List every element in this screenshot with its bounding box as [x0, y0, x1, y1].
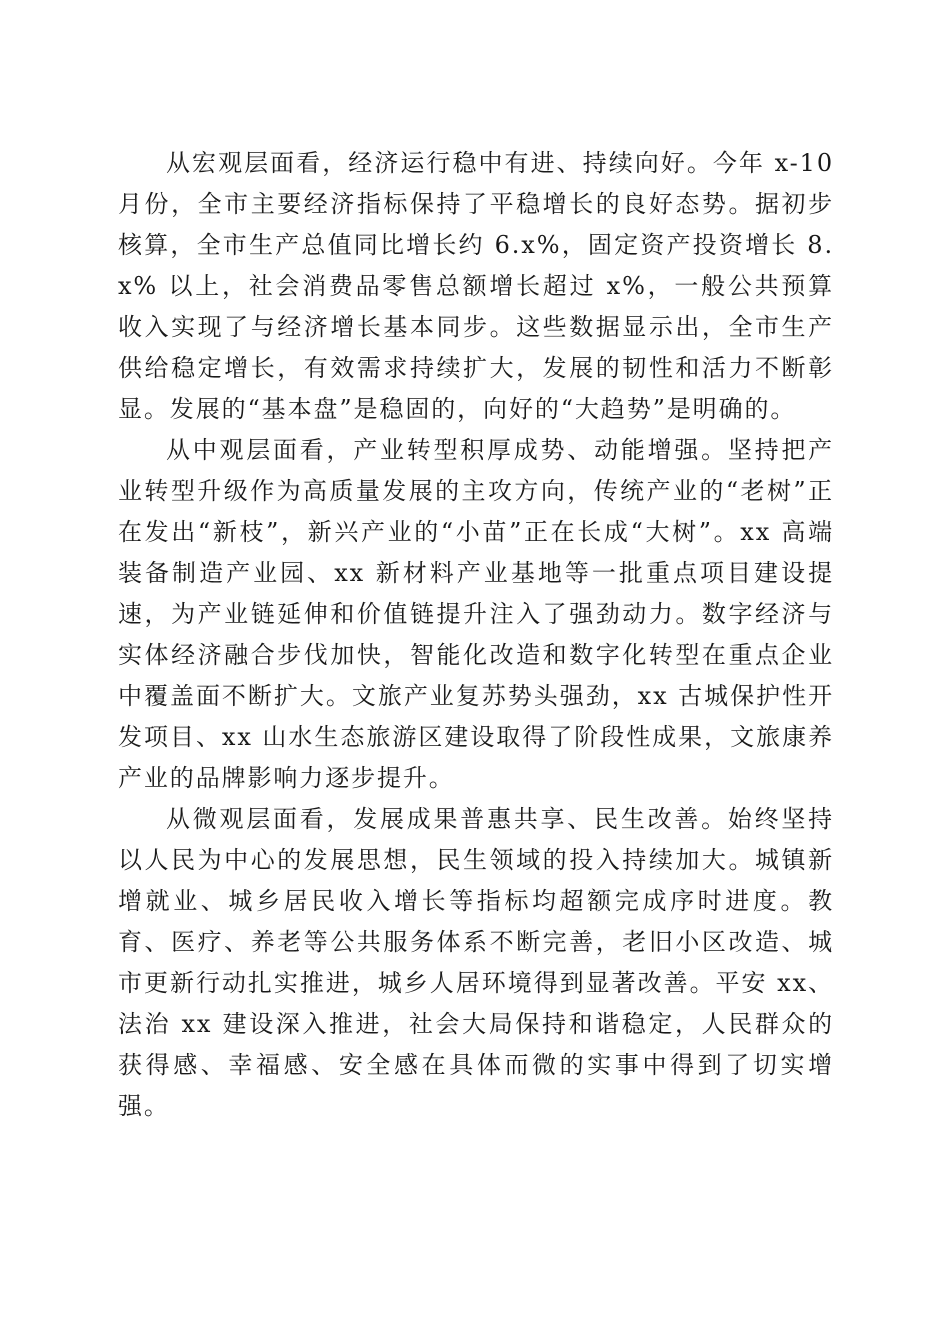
paragraph-macro-level: 从宏观层面看，经济运行稳中有进、持续向好。今年 x-10 月份，全市主要经济指标保持了平稳增长的良好态势。据初步核算，全市生产总值同比增长约 6.x%，固定资产投资增长 8.x% 以上，社会消费品零售总额增长超过 x%，一般公共预算收入实现了与经济增长基本同步。这些数据显示出，全市生产供给稳定增长，有效需求持续扩大，发展的韧性和活力不断彰显。发展的“基本盘”是稳固的，向好的“大趋势”是明确的。 — [118, 149, 834, 423]
document-body — [118, 143, 834, 1127]
paragraph-meso-level: 从中观层面看，产业转型积厚成势、动能增强。坚持把产业转型升级作为高质量发展的主攻方向，传统产业的“老树”正在发出“新枝”，新兴产业的“小苗”正在长成“大树”。xx 高端装备制造产业园、xx 新材料产业基地等一批重点项目建设提速，为产业链延伸和价值链提升注入了强劲动力。数字经济与实体经济融合步伐加快，智能化改造和数字化转型在重点企业中覆盖面不断扩大。文旅产业复苏势头强劲，xx 古城保护性开发项目、xx 山水生态旅游区建设取得了阶段性成果，文旅康养产业的品牌影响力逐步提升。 — [118, 436, 834, 792]
paragraph-micro-level: 从微观层面看，发展成果普惠共享、民生改善。始终坚持以人民为中心的发展思想，民生领域的投入持续加大。城镇新增就业、城乡居民收入增长等指标均超额完成序时进度。教育、医疗、养老等公共服务体系不断完善，老旧小区改造、城市更新行动扎实推进，城乡人居环境得到显著改善。平安 xx、法治 xx 建设深入推进，社会大局保持和谐稳定，人民群众的获得感、幸福感、安全感在具体而微的实事中得到了切实增强。 — [118, 805, 834, 1120]
